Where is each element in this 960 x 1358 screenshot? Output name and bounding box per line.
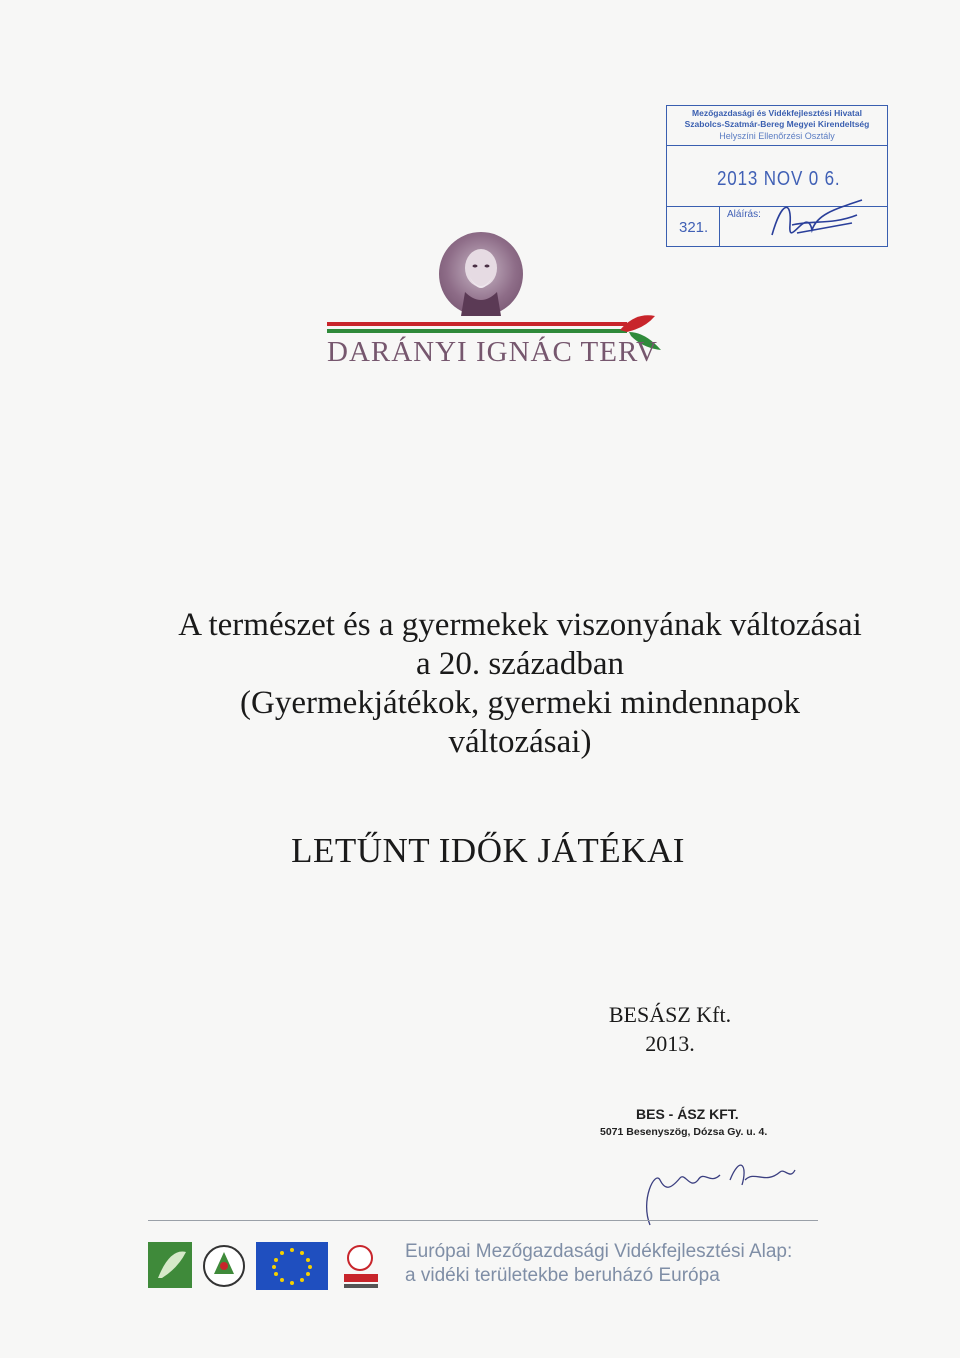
eafrd-caption	[405, 1240, 792, 1288]
stamp-header	[667, 106, 887, 146]
logo-red-stripe	[327, 322, 627, 326]
company-stamp-name: BES - ÁSZ KFT.	[636, 1106, 739, 1122]
stamp-footer	[667, 206, 887, 246]
funding-logos	[148, 1238, 388, 1298]
stamp-office: Szabolcs-Szatmár-Bereg Megyei Kirendeltség	[684, 119, 870, 129]
title-line-3: (Gyermekjátékok, gyermeki mindennapok	[240, 685, 800, 721]
reception-stamp	[666, 105, 888, 247]
document-subtitle: LETŰNT IDŐK JÁTÉKAI	[291, 831, 685, 870]
company-year: 2013.	[645, 1031, 695, 1056]
logo-text: DARÁNYI IGNÁC TERV	[327, 336, 658, 368]
stamp-divider	[719, 207, 720, 246]
stamp-date: 2013 NOV 0 6.	[717, 168, 841, 190]
logo-green-stripe	[327, 329, 627, 333]
title-line-1: A természet és a gyermekek viszonyának változásai	[178, 607, 862, 643]
company-block	[570, 1000, 770, 1058]
stamp-signature-scribble	[762, 195, 872, 245]
title-line-2: a 20. században	[416, 646, 624, 682]
title-line-4: változásai)	[448, 724, 592, 760]
eafrd-line-1: Európai Mezőgazdasági Vidékfejlesztési Alap:	[405, 1241, 793, 1262]
document-title	[80, 606, 960, 762]
eu-flag-icon	[256, 1242, 328, 1290]
daranyi-portrait-image	[439, 232, 523, 316]
company-stamp	[600, 1106, 830, 1138]
stamp-signature-label: Aláírás:	[727, 209, 761, 220]
handwritten-signature	[630, 1150, 800, 1230]
stamp-department: Helyszíni Ellenőrzési Osztály	[719, 131, 835, 141]
footer-divider	[148, 1220, 818, 1221]
company-stamp-address: 5071 Besenyszög, Dózsa Gy. u. 4.	[600, 1126, 768, 1138]
stamp-agency: Mezőgazdasági és Vidékfejlesztési Hivatal	[692, 108, 862, 118]
leader-logo-icon	[148, 1242, 192, 1288]
hungarian-rural-logo-icon	[204, 1246, 244, 1286]
eafrd-line-2: a vidéki területekbe beruházó Európa	[405, 1265, 720, 1286]
stamp-number: 321.	[679, 219, 709, 236]
new-hungary-logo-icon	[344, 1246, 378, 1288]
company-name: BESÁSZ Kft.	[608, 1002, 732, 1027]
